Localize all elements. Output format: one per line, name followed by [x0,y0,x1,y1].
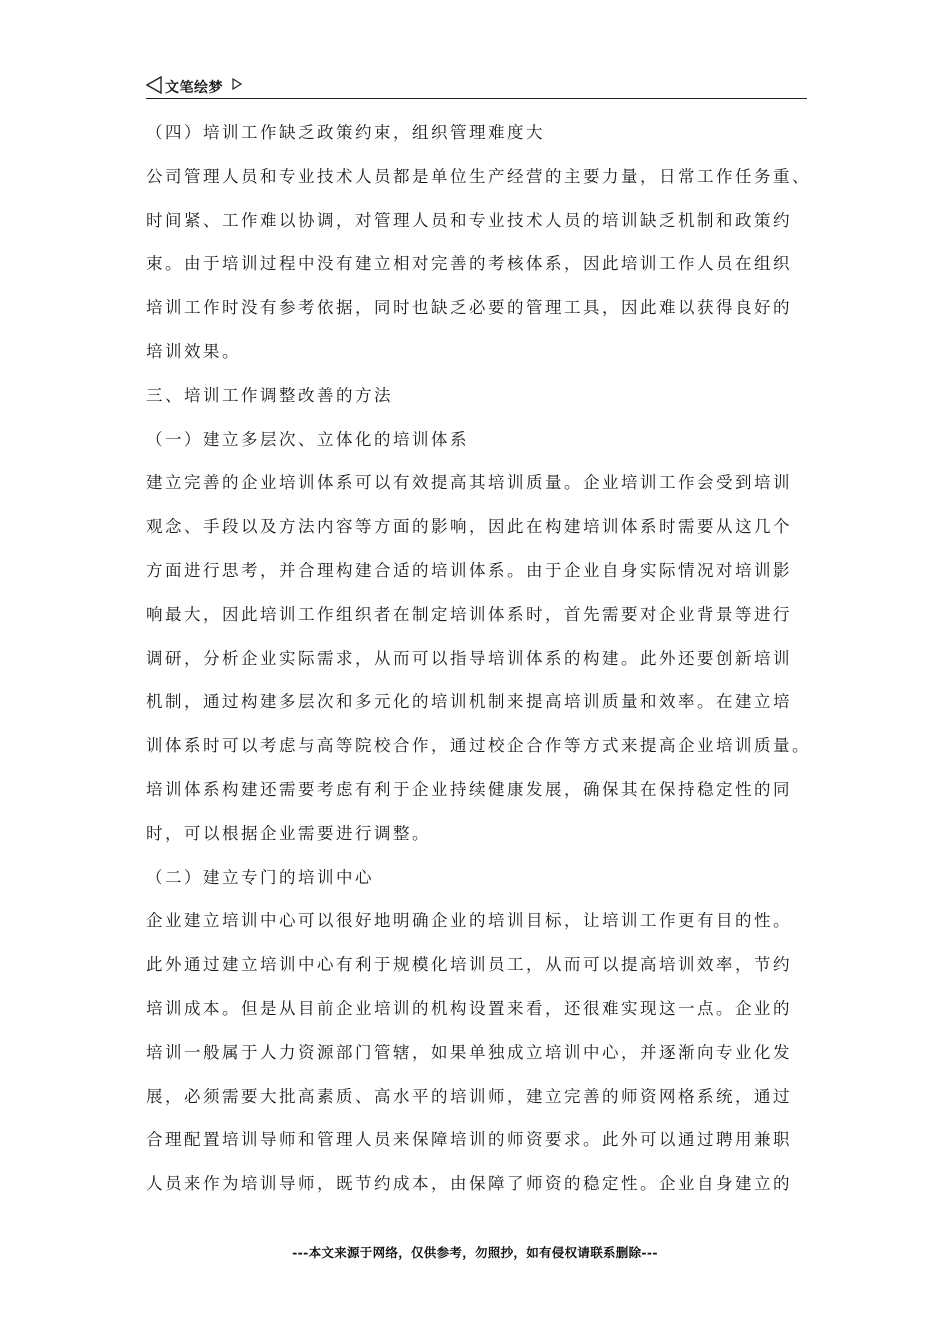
text-line: 培训成本。但是从目前企业培训的机构设置来看，还很难实现这一点。企业的 [146,998,792,1018]
text-line: 人员来作为培训导师，既节约成本，由保障了师资的稳定性。企业自身建立的 [146,1174,792,1194]
text-line: （四）培训工作缺乏政策约束，组织管理难度大 [146,123,545,142]
text-line: 培训效果。 [146,341,241,361]
text-line: 时，可以根据企业需要进行调整。 [146,823,431,843]
subsection-heading: （二）建立专门的培训中心 [146,867,374,887]
text-line: 此外通过建立培训中心有利于规模化培训员工，从而可以提高培训效率，节约 [146,955,792,975]
text-line: 训体系时可以考虑与高等院校合作，通过校企合作等方式来提高企业培训质量。 [146,736,811,756]
text-line: 建立完善的企业培训体系可以有效提高其培训质量。企业培训工作会受到培训 [146,473,792,493]
text-line: 合理配置培训导师和管理人员来保障培训的师资要求。此外可以通过聘用兼职 [146,1130,792,1150]
document-body [146,111,826,1206]
text-line: 时间紧、工作难以协调，对管理人员和专业技术人员的培训缺乏机制和政策约 [146,210,792,230]
text-line: 培训工作时没有参考依据，同时也缺乏必要的管理工具，因此难以获得良好的 [146,298,792,318]
text-line: 公司管理人员和专业技术人员都是单位生产经营的主要力量，日常工作任务重、 [146,166,811,186]
text-line: 束。由于培训过程中没有建立相对完善的考核体系，因此培训工作人员在组织 [146,254,792,274]
text-line: 企业建立培训中心可以很好地明确企业的培训目标，让培训工作更有目的性。 [146,911,792,931]
text-line: 培训一般属于人力资源部门管辖，如果单独成立培训中心，并逐渐向专业化发 [146,1042,792,1062]
page-header [146,74,807,99]
text-line: 方面进行思考，并合理构建合适的培训体系。由于企业自身实际情况对培训影 [146,560,792,580]
text-line: 观念、手段以及方法内容等方面的影响，因此在构建培训体系时需要从这几个 [146,517,792,537]
text-line: 响最大，因此培训工作组织者在制定培训体系时，首先需要对企业背景等进行 [146,604,792,624]
text-line: 机制，通过构建多层次和多元化的培训机制来提高培训质量和效率。在建立培 [146,692,792,712]
brand-title: 文笔绘梦 [165,80,223,96]
text-line: 调研，分析企业实际需求，从而可以指导培训体系的构建。此外还要创新培训 [146,648,792,668]
right-triangle-icon [232,78,242,90]
section-heading: 三、培训工作调整改善的方法 [146,385,393,405]
left-triangle-icon [146,76,162,94]
text-line: 培训体系构建还需要考虑有利于企业持续健康发展，确保其在保持稳定性的同 [146,779,792,799]
subsection-heading: （一）建立多层次、立体化的培训体系 [146,429,469,449]
page-footer-disclaimer: ---本文来源于网络，仅供参考，勿照抄，如有侵权请联系删除--- [292,1245,658,1260]
text-line: 展，必须需要大批高素质、高水平的培训师，建立完善的师资网格系统，通过 [146,1086,792,1106]
